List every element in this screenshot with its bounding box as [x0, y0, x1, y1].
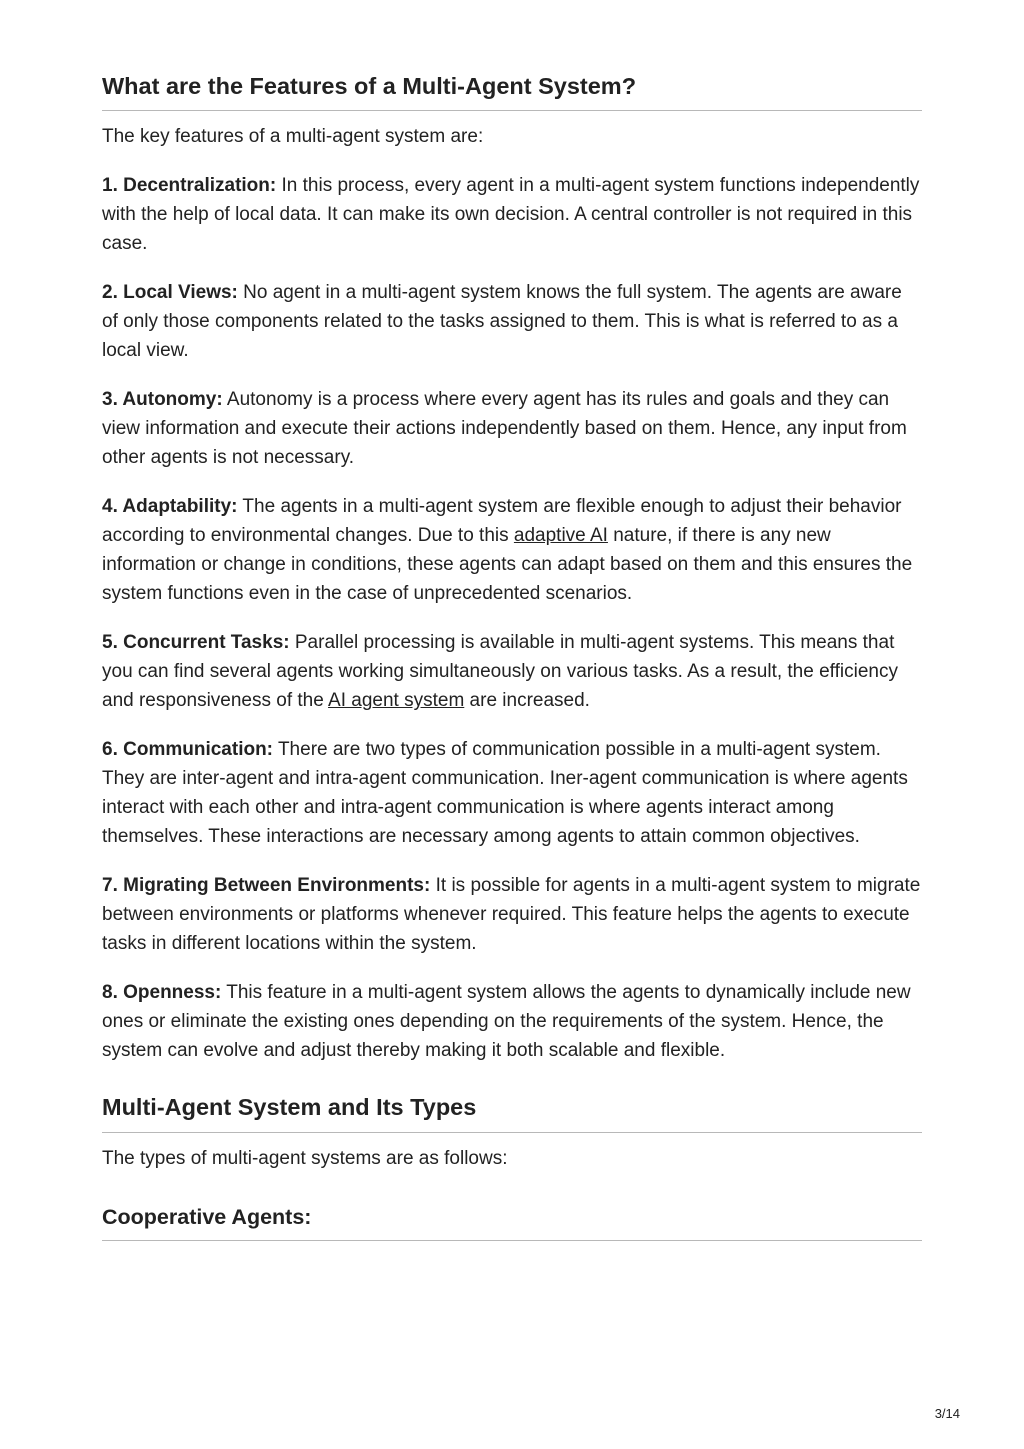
feature-label: 2. Local Views: [102, 282, 238, 304]
feature-adaptability [102, 492, 922, 608]
feature-communication [102, 735, 922, 851]
section-heading-types: Multi-Agent System and Its Types [102, 1093, 922, 1132]
ai-agent-system-link[interactable]: AI agent system [328, 690, 465, 712]
feature-label: 4. Adaptability: [102, 496, 238, 518]
adaptive-ai-link[interactable]: adaptive AI [513, 525, 608, 547]
feature-text: nature, if there is any new information or change in conditions, these agents can adapt based on them and this ensures the system functions even in the case of unprecedented scenarios. [102, 525, 913, 605]
feature-text: The agents in a multi-agent system are flexible enough to adjust their behavior according to environmental changes. Due to this [102, 496, 902, 547]
feature-label: 6. Communication: [102, 739, 274, 761]
page-number: 3/14 [934, 1406, 960, 1421]
feature-text: are increased. [464, 690, 590, 712]
feature-text: This feature in a multi-agent system allows the agents to dynamically include new ones or eliminate the existing ones depending on the requirements of the system. Hence, the system can evolve and adjust thereby making it both scalable and flexible. [102, 982, 911, 1062]
feature-openness [102, 978, 922, 1065]
feature-label: 7. Migrating Between Environments: [102, 875, 431, 897]
feature-label: 8. Openness: [102, 982, 222, 1004]
feature-text: It is possible for agents in a multi-agent system to migrate between environments or platforms whenever required. This feature helps the agents to execute tasks in different locations within the system. [102, 875, 921, 955]
feature-decentralization [102, 171, 922, 258]
feature-local-views [102, 278, 922, 365]
feature-text: Autonomy is a process where every agent has its rules and goals and they can view information and execute their actions independently based on them. Hence, any input from other agents is not necessary. [102, 389, 907, 469]
section-heading-features: What are the Features of a Multi-Agent System? [102, 72, 922, 111]
feature-text: Parallel processing is available in multi-agent systems. This means that you can find several agents working simultaneously on various tasks. As a result, the efficiency and responsiveness of the [102, 632, 898, 712]
feature-text: No agent in a multi-agent system knows the full system. The agents are aware of only those components related to the tasks assigned to them. This is what is referred to as a local view. [102, 282, 902, 362]
feature-concurrent-tasks [102, 628, 922, 715]
types-intro: The types of multi-agent systems are as follows: [102, 1147, 508, 1169]
feature-migrating [102, 871, 922, 958]
feature-label: 3. Autonomy: [102, 389, 223, 411]
feature-label: 1. Decentralization: [102, 175, 277, 197]
feature-text: There are two types of communication possible in a multi-agent system. They are inter-agent and intra-agent communication. Iner-agent communication is where agents interact with each other and intra-agent communication is where agents interact among themselves. These interactions are necessary among agents to attain common objectives. [102, 739, 908, 848]
document-content [102, 72, 922, 1241]
features-intro: The key features of a multi-agent system are: [102, 126, 484, 148]
feature-text: In this process, every agent in a multi-agent system functions independently with the help of local data. It can make its own decision. A central controller is not required in this case. [102, 175, 920, 255]
feature-autonomy [102, 385, 922, 472]
subheading-cooperative-agents: Cooperative Agents: [102, 1204, 922, 1241]
feature-label: 5. Concurrent Tasks: [102, 632, 290, 654]
